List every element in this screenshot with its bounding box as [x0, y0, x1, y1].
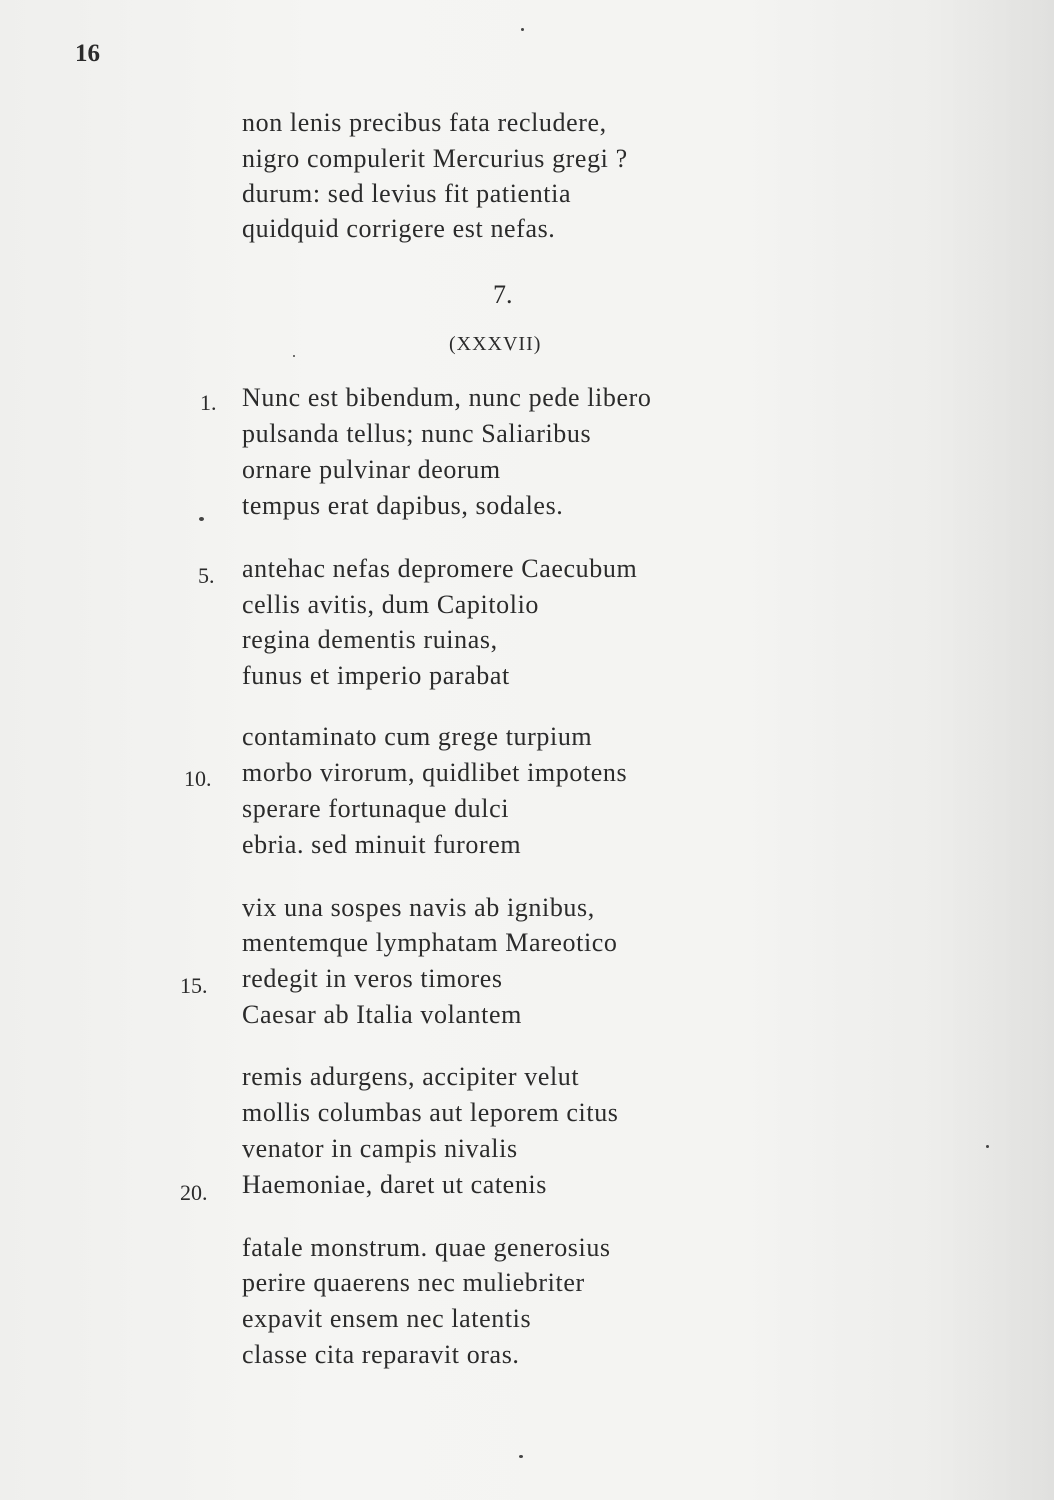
verse-line: Haemoniae, daret ut catenis — [242, 1170, 547, 1199]
verse-line: nigro compulerit Mercurius gregi ? — [242, 144, 628, 173]
verse-line: non lenis precibus fata recludere, — [242, 108, 607, 137]
line-number: 1. — [200, 390, 217, 415]
line-number: 15. — [180, 973, 208, 998]
verse-line: ornare pulvinar deorum — [242, 455, 501, 484]
verse-line: quidquid corrigere est nefas. — [242, 214, 556, 243]
line-number: 10. — [184, 766, 212, 791]
verse-line: Caesar ab Italia volantem — [242, 1000, 522, 1029]
verse-line: sperare fortunaque dulci — [242, 794, 510, 823]
verse-line: classe cita reparavit oras. — [242, 1340, 520, 1369]
line-number: 5. — [198, 563, 215, 588]
scan-speck — [519, 1455, 523, 1458]
line-number: 20. — [180, 1180, 208, 1205]
verse-line: antehac nefas depromere Caecubum — [242, 554, 638, 583]
verse-line: funus et imperio parabat — [242, 661, 510, 690]
verse-line: durum: sed levius fit patientia — [242, 179, 572, 208]
poem-number: 7. — [493, 280, 513, 309]
scan-speck — [986, 1145, 989, 1148]
verse-line: redegit in veros timores — [242, 964, 503, 993]
verse-line: fatale monstrum. quae generosius — [242, 1233, 611, 1262]
poem-roman-numeral: (XXXVII) — [449, 333, 542, 355]
verse-line: ebria. sed minuit furorem — [242, 830, 522, 859]
verse-line: contaminato cum grege turpium — [242, 722, 593, 751]
verse-line: mollis columbas aut leporem citus — [242, 1098, 619, 1127]
scan-speck — [199, 517, 204, 521]
verse-line: cellis avitis, dum Capitolio — [242, 590, 539, 619]
verse-line: venator in campis nivalis — [242, 1134, 518, 1163]
verse-line: morbo virorum, quidlibet impotens — [242, 758, 628, 787]
verse-line: vix una sospes navis ab ignibus, — [242, 893, 595, 922]
page-number: 16 — [75, 40, 100, 67]
verse-line: pulsanda tellus; nunc Saliaribus — [242, 419, 592, 448]
verse-line: tempus erat dapibus, sodales. — [242, 491, 564, 520]
verse-line: Nunc est bibendum, nunc pede libero — [242, 383, 652, 412]
verse-line: remis adurgens, accipiter velut — [242, 1062, 580, 1091]
page-shadow — [934, 0, 1054, 1500]
verse-line: regina dementis ruinas, — [242, 625, 498, 654]
verse-line: mentemque lymphatam Mareotico — [242, 928, 618, 957]
scan-speck — [293, 355, 295, 357]
verse-line: perire quaerens nec muliebriter — [242, 1268, 585, 1297]
scan-speck — [521, 28, 524, 31]
verse-line: expavit ensem nec latentis — [242, 1304, 532, 1333]
